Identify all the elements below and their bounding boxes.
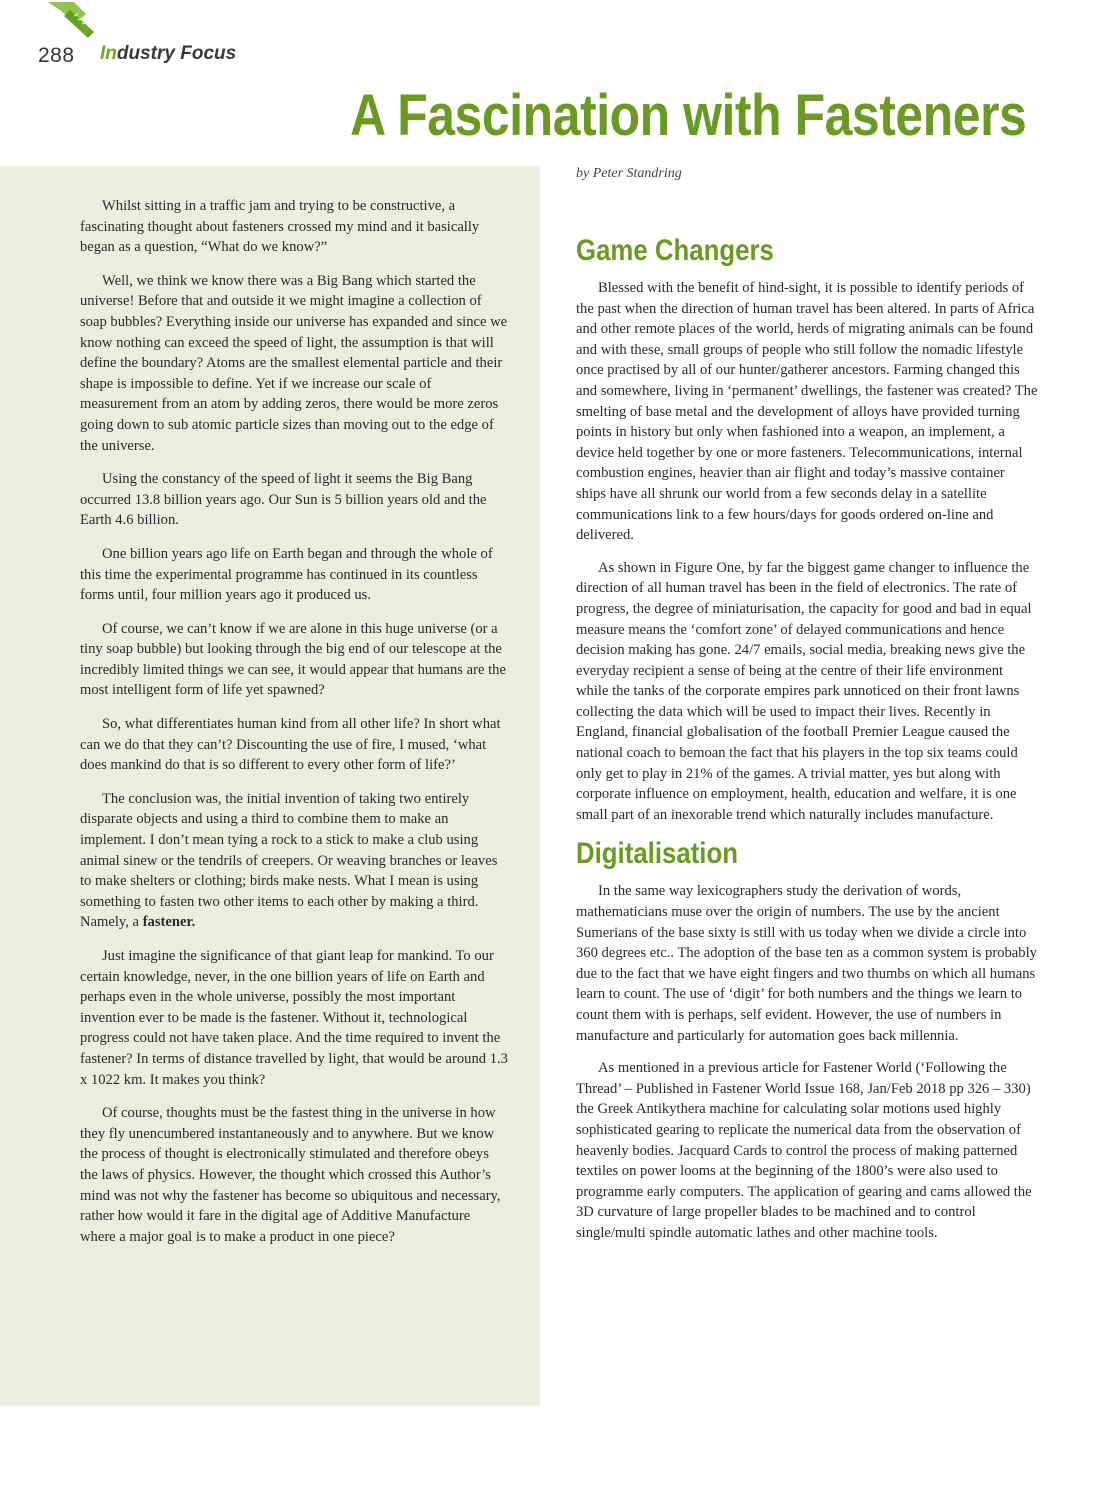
section-label-rest: dustry Focus — [116, 43, 237, 64]
heading-digitalisation: Digitalisation — [576, 837, 738, 871]
paragraph: In the same way lexicographers study the derivation of words, mathematicians muse over the origin of numbers. The use by the ancient Sumerians of the base sixty is still with us today when we divide a circle into 360 degrees etc.. The adoption of the base ten as a common system is probably due to the fact that we have eight fingers and two thumbs on which all humans learn to count. The use of ‘digit’ for both numbers and the things we learn to count them with is perhaps, self evident. However, the use of numbers in manufacture and particularly for automation goes back millennia. — [576, 883, 1037, 1044]
paragraph: Using the constancy of the speed of light it seems the Big Bang occurred 13.8 billion years ago. Our Sun is 5 billion years old and the Earth 4.6 billion. — [80, 471, 487, 529]
byline: by Peter Standring — [576, 166, 682, 181]
paragraph: Well, we think we know there was a Big Bang which started the universe! Before that and outside it we might imagine a collection of soap bubbles? Everything inside our universe has expanded and since we know nothing can exceed the speed of light, the assumption is that will define the boundary? Atoms are the smallest elemental particle and their shape is impossible to define. Yet if we increase our scale of measurement from an atom by adding zeros, there would be more zeros going down to sub atomic particle sizes than moving out to the edge of the universe. — [80, 272, 508, 454]
paragraph: One billion years ago life on Earth began and through the whole of this time the experimental programme has continued in its countless forms until, four million years ago it produced us. — [80, 545, 493, 604]
heading-game-changers: Game Changers — [576, 234, 774, 267]
paragraph: Just imagine the significance of that giant leap for mankind. To our certain knowledge, never, in the one billion years of life on Earth and perhaps even in the whole universe, possibly the most important invention ever to be made is the fastener. Without it, technological progress could not have taken place. And the time required to invent the fastener? In terms of distance travelled by light, that would be around 1.3 x 1022 km. It makes you think? — [80, 948, 508, 1088]
section-label — [100, 43, 236, 65]
paragraph: As shown in Figure One, by far the biggest game changer to influence the direction of all human travel has been in the field of electronics. The rate of progress, the degree of miniaturisation, the capacity for good and bad in equal measure means the ‘comfort zone’ of delayed communications and hence decision making has gone. 24/7 emails, social media, breaking news give the everyday recipient a sense of being at the centre of their life environment while the tanks of the corporate empires park unnoticed on their front lawns collecting the data which will be used to impact their lives. Recently in England, financial globalisation of the football Premier League caused the national coach to bemoan the fact that his players in the top six teams could only get to play in 21% of the games. A trivial matter, yes but along with corporate influence on employment, health, education and welfare, it is one small part of an inexorable trend which naturally includes manufacture. — [576, 559, 1032, 823]
paragraph — [80, 789, 508, 933]
page-number: 288 — [38, 44, 75, 67]
bolt-logo-icon — [30, 0, 100, 40]
paragraph: So, what differentiates human kind from all other life? In short what can we do that they can’t? Discounting the use of fire, I mused, ‘what does mankind do that is so different to every other form of life?’ — [80, 716, 501, 774]
paragraph: Of course, thoughts must be the fastest thing in the universe in how they fly unencumbered instantaneously and to anywhere. But we know the process of thought is electronically stimulated and therefore obeys the laws of physics. However, the thought which crossed this Author’s mind was not why the fastener has become so ubiquitous and necessary, rather how would it fare in the digital age of Additive Manufacture where a major goal is to make a product in one piece? — [80, 1105, 501, 1245]
page-header — [0, 0, 1116, 80]
right-column — [576, 166, 1038, 1256]
paragraph: As mentioned in a previous article for Fastener World (‘Following the Thread’ – Published in Fastener World Issue 168, Jan/Feb 2018 pp 326 – 330) the Greek Antikythera machine for calculating solar motions used highly sophisticated gearing to replicate the numerical data from the observation of heavenly bodies. Jacquard Cards to control the process of making patterned textiles on power looms at the beginning of the 1800’s were also used to programme early computers. The application of gearing and cams allowed the 3D curvature of large propeller blades to be machined and to control single/multi spindle automatic lathes and other machine tools. — [576, 1060, 1032, 1241]
left-column — [80, 196, 508, 1260]
paragraph-text: The conclusion was, the initial invention of taking two entirely disparate objects and using a third to combine them to make an implement. I don’t mean tying a rock to a stick to make a club using animal sinew or the tendrils of creepers. Or weaving branches or leaves to make shelters or clothing; birds make nests. What I mean is using something to fasten two other items to each other by making a third. Namely, a — [80, 790, 498, 931]
emphasis-fastener: fastener. — [142, 914, 196, 931]
paragraph: Of course, we can’t know if we are alone in this huge universe (or a tiny soap bubble) but looking through the big end of our telescope at the incredibly limited things we can see, it would appear that humans are the most intelligent form of life yet spawned? — [80, 620, 506, 699]
article-title: A Fascination with Fasteners — [349, 83, 1026, 148]
paragraph: Blessed with the benefit of hind-sight, it is possible to identify periods of the past when the direction of human travel has been altered. In parts of Africa and other remote places of the world, herds of migrating animals can be found and with these, small groups of people who still follow the nomadic lifestyle once practised by all of our hunter/gatherer ancestors. Farming changed this and somewhere, living in ‘permanent’ dwellings, the fastener was created? The smelting of base metal and the development of alloys have provided turning points in history but only when fashioned into a weapon, an implement, a device held together by one or more fasteners. Telecommunications, internal combustion engines, heavier than air flight and today’s massive container ships have all shrunk our world from a few seconds delay in a satellite communications link to a few hours/days for goods ordered on-line and delivered. — [576, 280, 1038, 544]
paragraph: Whilst sitting in a traffic jam and trying to be constructive, a fascinating thought about fasteners crossed my mind and it basically began as a question, “What do we know?” — [80, 198, 480, 256]
section-label-initial: In — [100, 43, 117, 64]
